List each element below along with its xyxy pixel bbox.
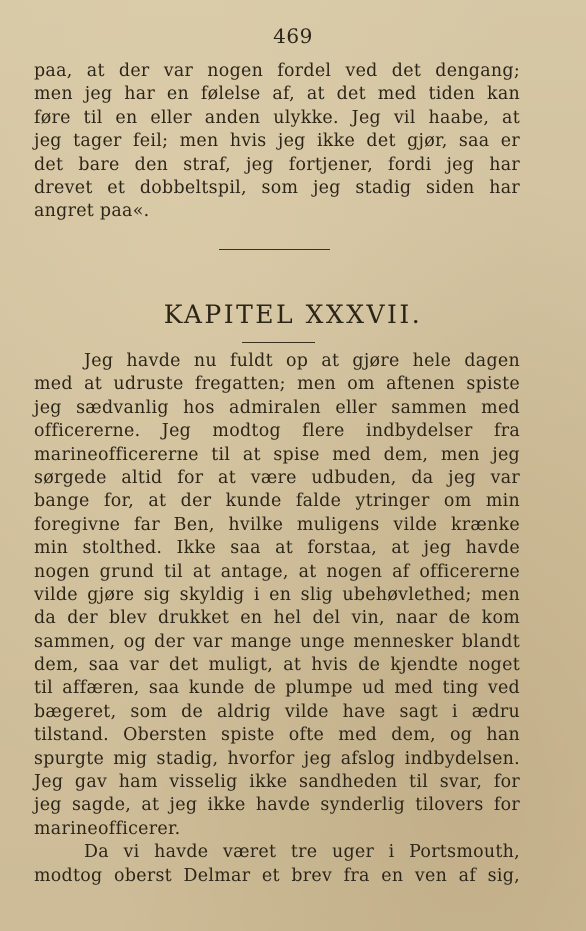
text-line: jeg tager feil; men hvis jeg ikke det gjør, saa er — [34, 131, 520, 152]
text-line: officererne. Jeg modtog flere indbydelser fra — [34, 421, 520, 442]
text-line: marineofficererne til at spise med dem, men jeg — [34, 444, 520, 465]
chapter-body — [34, 350, 520, 888]
text-line: sammen, og der var mange unge mennesker blandt — [34, 631, 520, 652]
text-line: jeg sagde, at jeg ikke havde synderlig tilovers for — [34, 795, 520, 816]
text-line: drevet et dobbeltspil, som jeg stadig siden har — [34, 177, 520, 198]
text-line: til affæren, saa kunde de plumpe ud med ting ved — [34, 678, 520, 699]
text-line: føre til en eller anden ulykke. Jeg vil haabe, at — [34, 107, 520, 128]
text-line: dem, saa var det muligt, at hvis de kjendte noget — [34, 655, 520, 676]
page-number: 469 — [273, 24, 313, 48]
text-line: men jeg har en følelse af, at det med tiden kan — [34, 84, 520, 105]
text-line: sørgede altid for at være udbuden, da jeg var — [34, 467, 520, 488]
chapter-title-rule — [242, 342, 315, 343]
text-line: bange for, at der kunde falde ytringer om min — [34, 491, 520, 512]
text-line: spurgte mig stadig, hvorfor jeg afslog indbydelsen. — [34, 748, 520, 769]
text-line: foregivne far Ben, hvilke muligens vilde krænke — [34, 514, 520, 535]
text-line: tilstand. Obersten spiste ofte med dem, og han — [34, 725, 520, 746]
text-line: bægeret, som de aldrig vilde have sagt i ædru — [34, 701, 520, 722]
text-line: vilde gjøre sig skyldig i en slig ubehøvlethed; men — [34, 584, 520, 605]
text-line: Jeg havde nu fuldt op at gjøre hele dagen — [84, 351, 520, 371]
text-line: modtog oberst Delmar et brev fra en ven af sig, — [34, 865, 520, 886]
text-line: da der blev drukket en hel del vin, naar de kom — [34, 608, 520, 629]
text-line: det bare den straf, jeg fortjener, fordi jeg har — [34, 154, 520, 175]
text-line: med at udruste fregatten; men om aftenen spiste — [34, 374, 520, 395]
text-line: min stolthed. Ikke saa at forstaa, at jeg havde — [34, 538, 520, 559]
top-paragraph — [34, 60, 520, 224]
text-line: nogen grund til at antage, at nogen af officererne — [34, 561, 520, 582]
section-divider — [219, 249, 330, 250]
text-line: Da vi havde været tre uger i Portsmouth, — [84, 842, 520, 863]
text-line: Jeg gav ham visselig ikke sandheden til svar, for — [34, 772, 520, 793]
chapter-title: KAPITEL XXXVII. — [163, 300, 423, 329]
text-line: paa, at der var nogen fordel ved det dengang; — [34, 61, 520, 81]
text-line: jeg sædvanlig hos admiralen eller sammen med — [34, 397, 520, 418]
text-line: angret paa«. — [34, 201, 150, 222]
text-line: marineofficerer. — [34, 818, 181, 839]
